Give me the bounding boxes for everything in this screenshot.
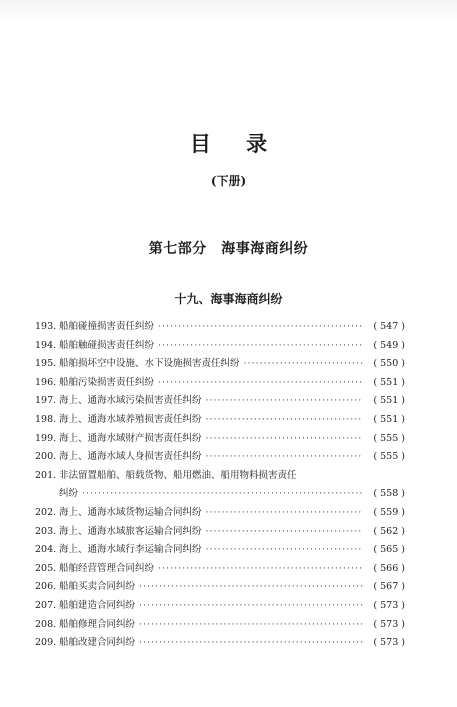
entry-page: ( 555 ) [373, 432, 405, 444]
entry-number: 193. [35, 321, 57, 332]
entry-number: 208. [35, 618, 57, 630]
entry-page: ( 565 ) [373, 544, 405, 556]
entry-page: ( 562 ) [373, 525, 405, 537]
entry-page: ( 558 ) [373, 488, 405, 500]
entry-page: ( 551 ) [373, 413, 405, 425]
entry-page: ( 559 ) [373, 506, 405, 518]
page-title: 目 录 [189, 131, 282, 156]
entry-number: 199. [35, 432, 57, 444]
entry-number: 206. [35, 581, 57, 593]
dot-leader [158, 374, 363, 393]
entry-title: 船舶损坏空中设施、水下设施损害责任纠纷 [59, 358, 240, 370]
entry-number: 200. [35, 451, 57, 463]
entry-number: 205. [35, 562, 57, 574]
chapter-heading: 十九、海事海商纠纷 [174, 292, 283, 306]
entry-number: 202. [35, 506, 57, 518]
entry-title: 海上、通海水域污染损害责任纠纷 [59, 395, 202, 407]
part-heading: 第七部分 海事海商纠纷 [148, 241, 309, 257]
entry-title: 船舶污染损害责任纠纷 [59, 376, 155, 388]
entry-title-continued: 纠纷 [59, 488, 79, 500]
entry-page: ( 549 ) [373, 339, 405, 351]
dot-leader [82, 485, 363, 504]
dot-leader [139, 578, 363, 597]
dot-leader [139, 634, 363, 653]
toc-entry [35, 578, 405, 597]
entry-number: 203. [35, 525, 57, 537]
toc-entry [35, 541, 405, 560]
entry-title: 海上、通海水域人身损害责任纠纷 [59, 451, 202, 463]
entry-page: ( 547 ) [373, 321, 405, 332]
entry-number: 207. [35, 599, 57, 611]
dot-leader [139, 597, 363, 616]
dot-leader [206, 430, 363, 449]
entry-page: ( 551 ) [373, 376, 405, 388]
entry-title: 海上、通海水域养殖损害责任纠纷 [59, 413, 202, 425]
toc-entry [35, 392, 405, 411]
entry-title: 船舶修理合同纠纷 [59, 618, 136, 630]
table-of-contents [35, 318, 405, 653]
dot-leader [139, 616, 363, 635]
entry-title: 海上、通海水域行李运输合同纠纷 [59, 544, 202, 556]
entry-title: 海上、通海水域旅客运输合同纠纷 [59, 525, 202, 537]
entry-title: 海上、通海水域财产损害责任纠纷 [59, 432, 202, 444]
toc-entry [35, 448, 405, 467]
entry-title: 船舶买卖合同纠纷 [59, 581, 136, 593]
dot-leader [206, 504, 363, 523]
volume-subtitle: (下册) [210, 174, 247, 188]
dot-leader [206, 541, 363, 560]
entry-title: 非法留置船舶、船载货物、船用燃油、船用物料损害责任 [59, 469, 297, 481]
scan-edge [0, 0, 457, 22]
toc-entry [35, 337, 405, 356]
entry-page: ( 550 ) [373, 358, 405, 370]
entry-page: ( 573 ) [373, 618, 405, 630]
toc-entry [35, 616, 405, 635]
toc-entry-continuation [35, 485, 405, 504]
entry-title: 船舶经营管理合同纠纷 [59, 562, 155, 574]
toc-entry [35, 355, 405, 374]
entry-number: 198. [35, 413, 57, 425]
dot-leader [158, 318, 363, 337]
entry-number: 201. [35, 469, 57, 481]
toc-entry [35, 467, 405, 486]
entry-title: 船舶改建合同纠纷 [59, 637, 136, 649]
dot-leader [158, 560, 363, 579]
entry-page: ( 566 ) [373, 562, 405, 574]
entry-title: 海上、通海水域货物运输合同纠纷 [59, 506, 202, 518]
entry-page: ( 551 ) [373, 395, 405, 407]
entry-number: 196. [35, 376, 57, 388]
entry-title: 船舶触碰损害责任纠纷 [59, 339, 155, 351]
entry-number: 194. [35, 339, 57, 351]
toc-entry [35, 504, 405, 523]
toc-entry [35, 374, 405, 393]
toc-entry [35, 634, 405, 653]
toc-entry [35, 523, 405, 542]
entry-page: ( 555 ) [373, 451, 405, 463]
dot-leader [206, 448, 363, 467]
dot-leader [206, 523, 363, 542]
toc-entry [35, 560, 405, 579]
dot-leader [244, 355, 363, 374]
toc-entry [35, 318, 405, 337]
dot-leader [206, 392, 363, 411]
entry-page: ( 573 ) [373, 637, 405, 649]
entry-page: ( 567 ) [373, 581, 405, 593]
entry-title: 船舶碰撞损害责任纠纷 [59, 321, 155, 332]
entry-title: 船舶建造合同纠纷 [59, 599, 136, 611]
toc-entry [35, 411, 405, 430]
entry-number: 209. [35, 637, 57, 649]
entry-number: 197. [35, 395, 57, 407]
entry-number: 204. [35, 544, 57, 556]
dot-leader [206, 411, 363, 430]
entry-number: 195. [35, 358, 57, 370]
toc-entry [35, 597, 405, 616]
entry-page: ( 573 ) [373, 599, 405, 611]
toc-entry [35, 430, 405, 449]
dot-leader [158, 337, 363, 356]
